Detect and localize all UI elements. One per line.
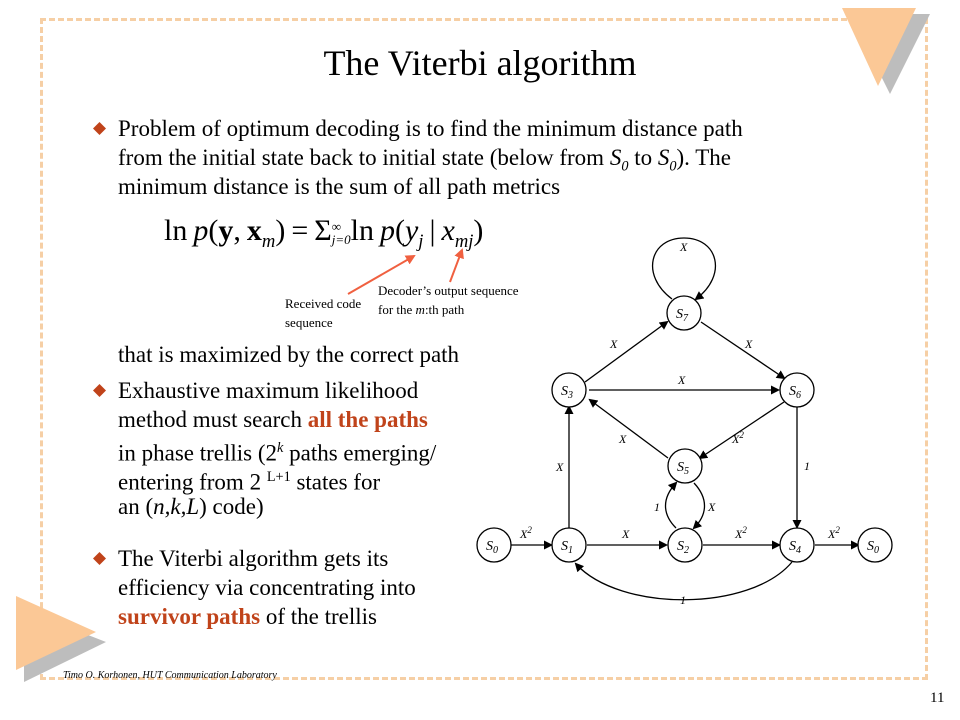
bullet-1-line-1: Problem of optimum decoding is to find the minimum distance path (118, 116, 743, 141)
state-s1-label: $S_1$ (561, 539, 573, 556)
label-s0-s1: $X^2$ (520, 525, 532, 541)
received-code-label: Received code sequence (285, 296, 362, 330)
edge-s2-s5 (666, 483, 677, 528)
label-s5-s2: X (708, 500, 716, 514)
state-s4-label: $S_4$ (789, 539, 801, 556)
bullet-1-line-2: from the initial state back to initial state (below from $S_0$ to $S_0$). The (118, 145, 731, 175)
state-s3-label: $S_3$ (561, 384, 573, 401)
bullet-1-line-3: minimum distance is the sum of all path metrics (118, 174, 561, 199)
bullet-2-line-1: Exhaustive maximum likelihood (118, 378, 419, 403)
edge-s7-s6 (701, 322, 784, 378)
bullet-3-line-1: The Viterbi algorithm gets its (118, 546, 389, 571)
label-s4-s0: $X^2$ (828, 525, 840, 541)
decoder-output-label: Decoder’s output sequence for the m:th path (378, 283, 519, 317)
label-s5-s3: X (619, 432, 627, 446)
likelihood-formula: ln p(y, $x_m) = \Sigma$ ∞ j=0 $\ln p(y_j$ | $x_{mj}$) (164, 214, 484, 252)
bullet-2-line-4: entering from 2 $^{L+1}$ states for (118, 469, 381, 495)
label-self-loop: X (680, 240, 688, 254)
label-s1-s2: X (622, 527, 630, 541)
bullet-2-line-2: method must search all the paths (118, 407, 428, 432)
label-s6-s4: 1 (804, 459, 810, 473)
footer-author: Timo O. Korhonen, HUT Communication Laboratory (63, 670, 277, 681)
edge-s5-s3 (590, 400, 668, 458)
state-s0-end-label: $S_0$ (867, 539, 879, 556)
state-s7-label: $S_7$ (676, 307, 688, 324)
page-number: 11 (930, 690, 945, 706)
state-s0-start-label: $S_0$ (486, 539, 498, 556)
bullet-2-line-3: in phase trellis (2$^k$ paths emerging/ (118, 440, 437, 466)
slide-title: The Viterbi algorithm (323, 43, 637, 83)
label-s1-s3: X (556, 460, 564, 474)
bullet-2-line-5: an (n,k,L) code) (118, 494, 264, 519)
label-s3-s7: X (610, 337, 618, 351)
state-s5-label: $S_5$ (677, 460, 689, 477)
edge-s3-s7 (585, 322, 667, 382)
bullet-3-line-2: efficiency via concentrating into (118, 575, 416, 600)
bullet-3-line-3: survivor paths of the trellis (118, 604, 377, 629)
bullet-1-after-formula: that is maximized by the correct path (118, 342, 460, 367)
label-s2-s5: 1 (654, 500, 660, 514)
label-s6-s5: $X^2$ (732, 430, 744, 446)
state-s2-label: $S_2$ (677, 539, 689, 556)
state-s6-label: $S_6$ (789, 384, 801, 401)
edge-s5-s2 (694, 483, 705, 528)
label-s3-s6: X (678, 373, 686, 387)
label-s4-s1: 1 (680, 593, 686, 607)
label-s7-s6: X (745, 337, 753, 351)
label-s2-s4: $X^2$ (735, 525, 747, 541)
